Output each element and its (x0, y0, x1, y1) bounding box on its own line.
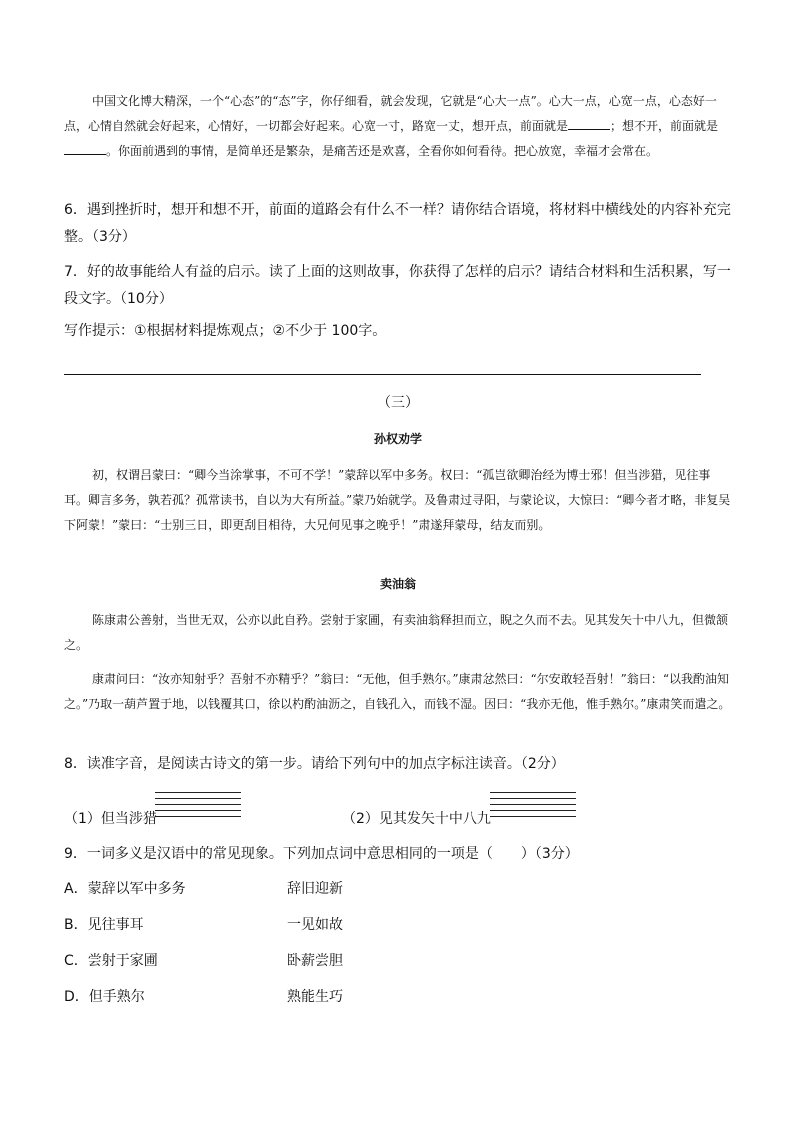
question-8: 8．读准字音，是阅读古诗文的第一步。请给下列句中的加点字标注读音。（2分） (64, 756, 565, 772)
question-7: 7．好的故事能给人有益的启示。读了上面的这则故事，你获得了怎样的启示？请结合材料和生活积累，写一段文字。（10分） (64, 264, 731, 307)
q9-option-d-compare: 熟能生巧 (287, 989, 343, 1005)
title-sunquan-quanxue: 孙权劝学 (373, 432, 422, 446)
q9-option-b[interactable]: B．见往事耳 (64, 917, 144, 933)
passage-text-2: ；想不开，前面就是 (610, 119, 719, 133)
q9-option-d[interactable]: D．但手熟尔 (64, 989, 145, 1005)
pinyin-lines-2[interactable] (490, 792, 576, 822)
writing-tip: 写作提示：①根据材料提炼观点；②不少于 100字。 (64, 323, 387, 339)
pinyin-lines-1[interactable] (155, 792, 241, 822)
passage-text-1: 中国文化博大精深，一个“心态”的“态”字，你仔细看，就会发现，它就是“心大一点”。心大一点，心宽一点，心态好一点，心情自然就会好起来，心情好，一切都会好起来。心宽一寸，路宽一丈，想开点，前面就是 (64, 94, 717, 133)
q9-option-c-compare: 卧薪尝胆 (287, 953, 343, 969)
question-6: 6．遇到挫折时，想开和想不开，前面的道路会有什么不一样？请你结合语境，将材料中横线处的内容补充完整。（3分） (64, 202, 731, 245)
q9-option-c[interactable]: C．尝射于家圃 (64, 953, 158, 969)
passage-text-3: 。你面前遇到的事情，是简单还是繁杂，是痛苦还是欢喜，全看你如何看待。把心放宽，幸福才会常在。 (106, 144, 659, 158)
q9-option-a-compare: 辞旧迎新 (287, 881, 343, 897)
answer-line[interactable] (64, 374, 701, 375)
q8-item-2: （2）见其发矢十中八九 (342, 811, 491, 827)
q8-item-1: （1）但当涉猎 (64, 811, 157, 827)
passage-xintai (64, 89, 732, 164)
section-heading: （三） (377, 395, 419, 411)
answer-blank-2[interactable] (64, 142, 106, 155)
text-maiyouweng-1: 陈康肃公善射，当世无双，公亦以此自矜。尝射于家圃，有卖油翁释担而立，睨之久而不去。见其发矢十中八九，但微颔之。 (64, 613, 729, 652)
question-9: 9．一词多义是汉语中的常见现象。下列加点词中意思相同的一项是（ ）（3分） (64, 846, 579, 862)
q9-option-b-compare: 一见如故 (287, 917, 343, 933)
text-sunquan-quanxue: 初，权谓吕蒙曰：“卿今当涂掌事，不可不学！”蒙辞以军中多务。权曰：“孤岂欲卿治经为博士邪！但当涉猎，见往事耳。卿言多务，孰若孤？孤常读书，自以为大有所益。”蒙乃始就学。及鲁肃过寻阳，与蒙论议，大惊曰：“卿今者才略，非复吴下阿蒙！”蒙曰：“士别三日，即更刮目相待，大兄何见事之晚乎！”肃遂拜蒙母，结友而别。 (64, 468, 731, 532)
q9-option-a[interactable]: A．蒙辞以军中多务 (64, 881, 186, 897)
answer-blank-1[interactable] (568, 117, 610, 130)
text-maiyouweng-2: 康肃问曰：“汝亦知射乎？吾射不亦精乎？”翁曰：“无他，但手熟尔。”康肃忿然曰：“尔安敢轻吾射！”翁曰：“以我酌油知之。”乃取一葫芦置于地，以钱覆其口，徐以杓酌油沥之，自钱孔入，而钱不湿。因曰：“我亦无他，惟手熟尔。”康肃笑而遣之。 (64, 672, 731, 711)
title-maiyouweng: 卖油翁 (379, 577, 416, 591)
